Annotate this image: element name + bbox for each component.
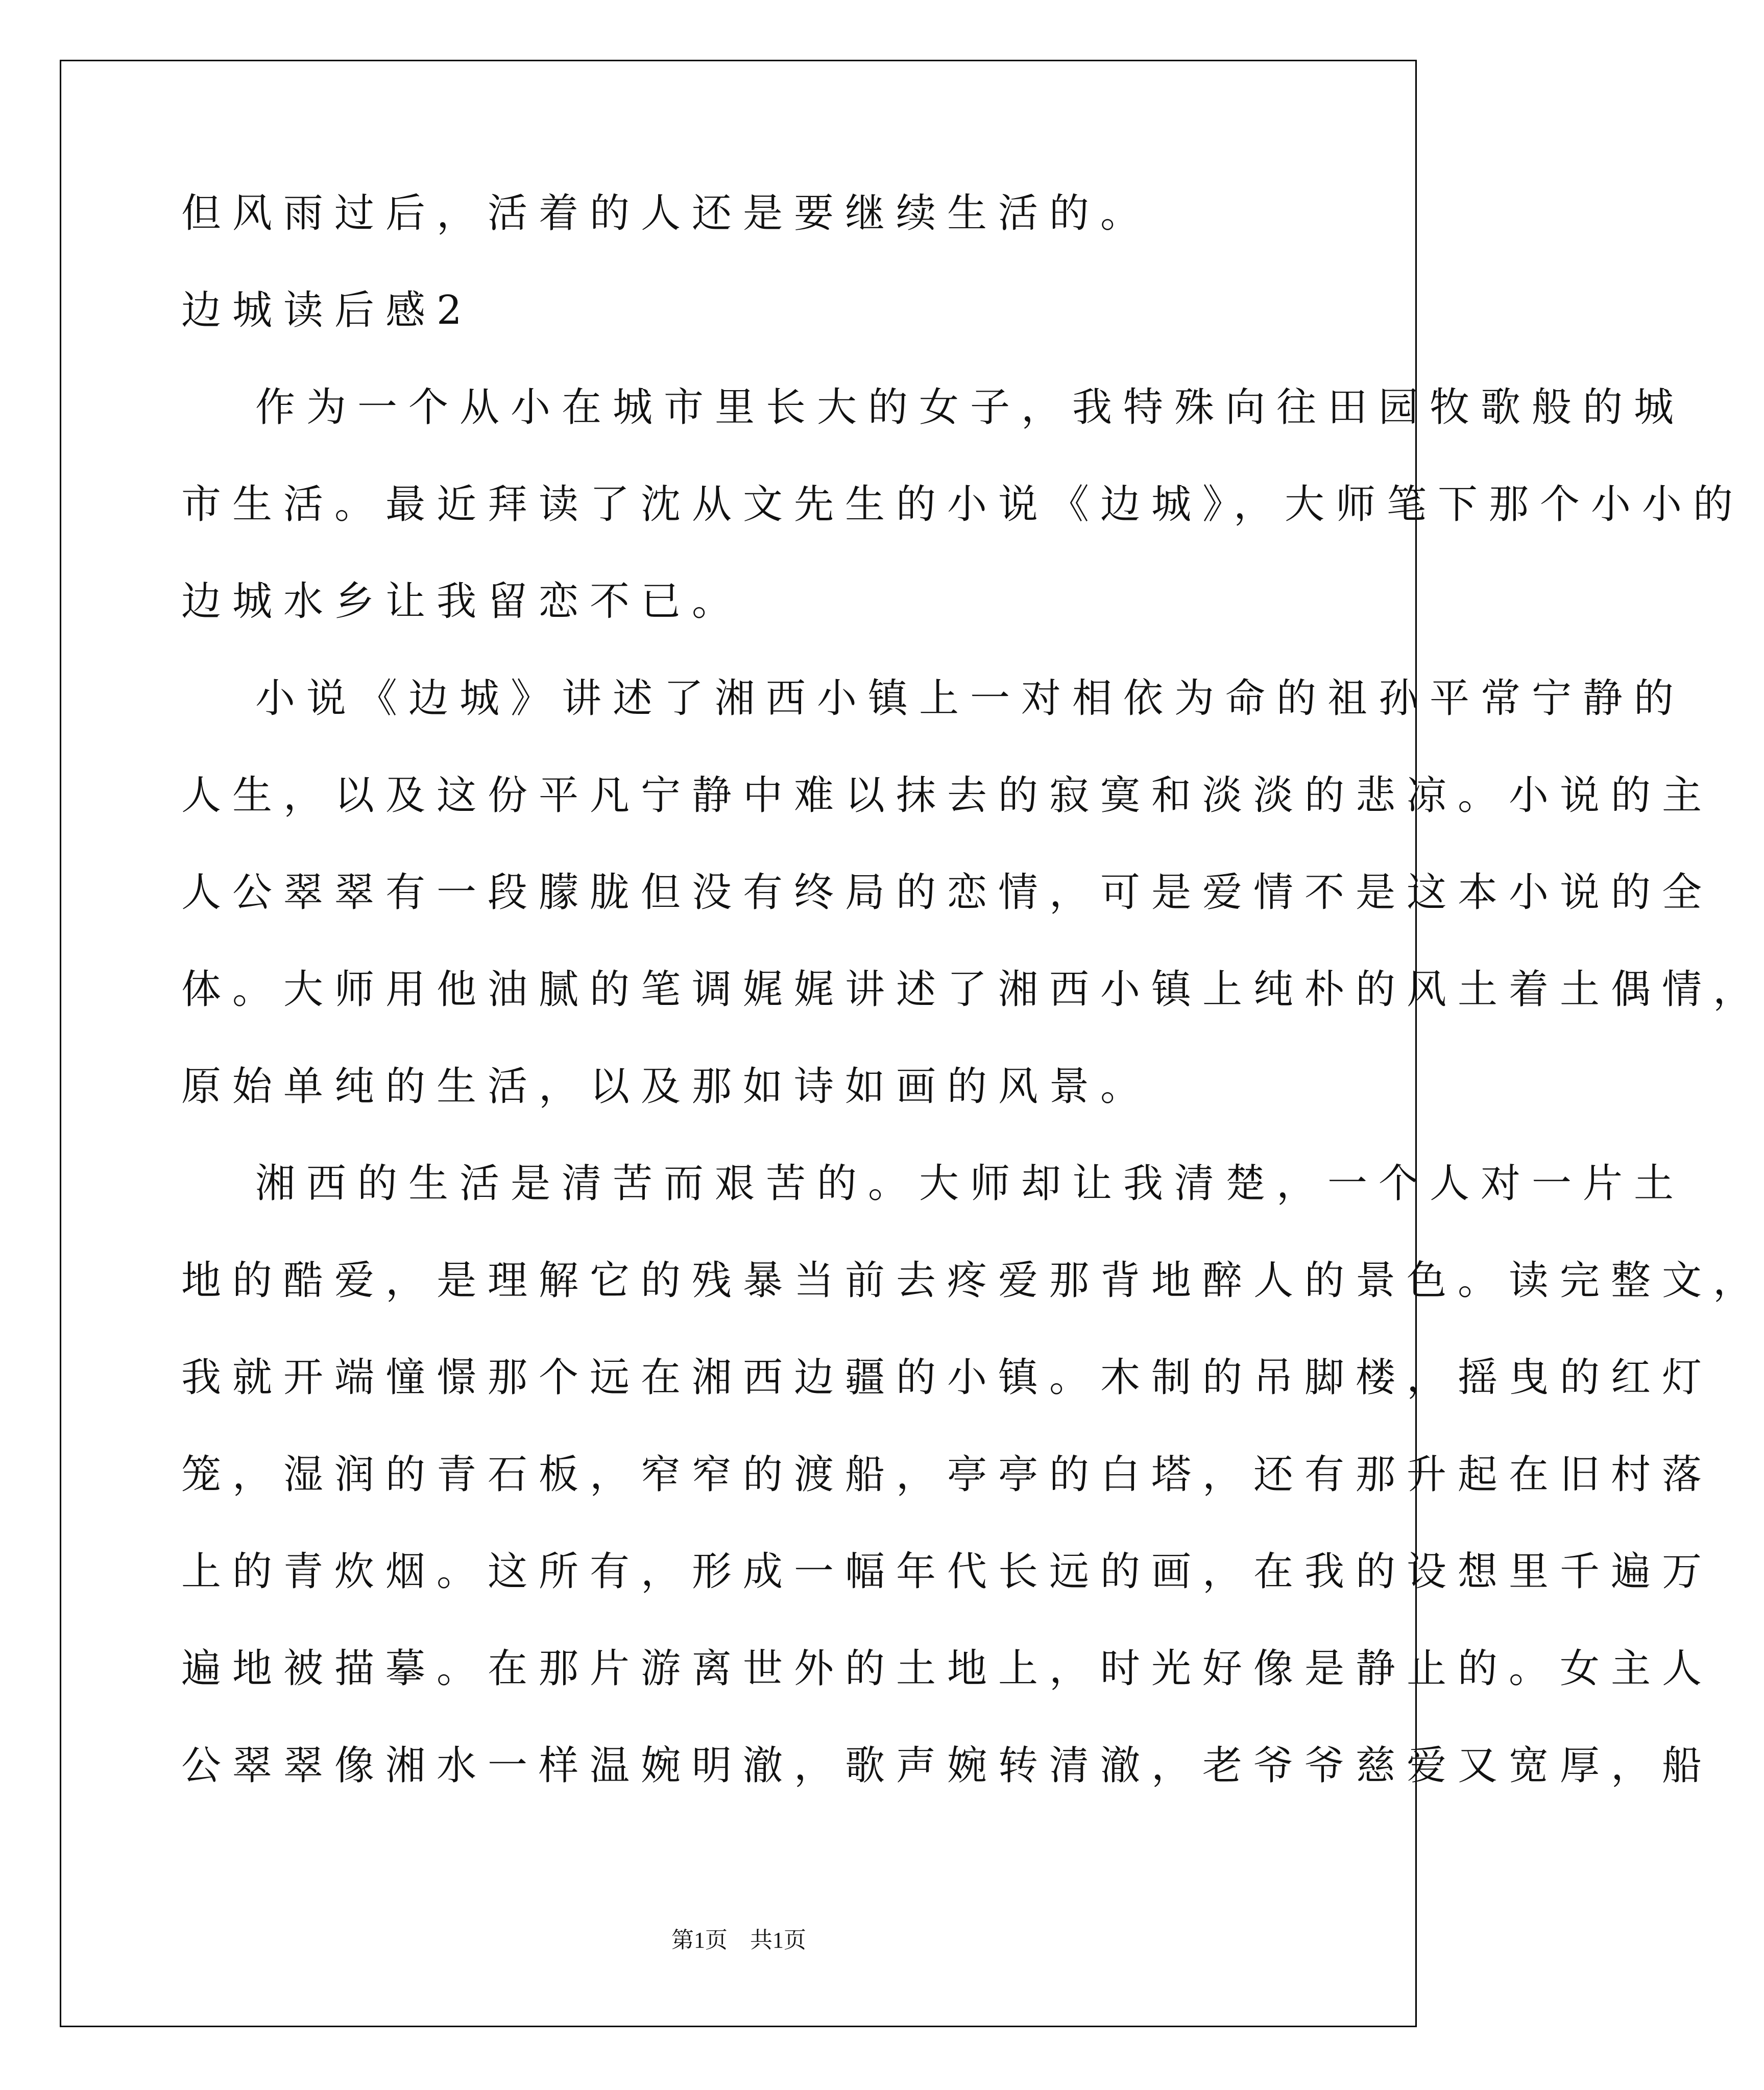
paragraph [181,650,1764,1135]
paragraph-line: 小说《边城》讲述了湘西小镇上一对相依为命的祖孙平常宁静的 [255,676,1685,722]
paragraph-line: 公翠翠像湘水一样温婉明澈，歌声婉转清澈，老爷爷慈爱又宽厚，船 [181,1743,1713,1789]
paragraph-line: 遍地被描摹。在那片游离世外的土地上，时光好像是静止的。女主人 [181,1646,1713,1692]
paragraph [181,1135,1764,1814]
paragraph-line: 我就开端憧憬那个远在湘西边疆的小镇。木制的吊脚楼，摇曳的红灯 [181,1355,1713,1401]
paragraph-line: 作为一个从小在城市里长大的女子，我特殊向往田园牧歌般的城 [255,385,1685,430]
paragraph [181,359,1745,650]
document-body [181,165,1764,1814]
carryover-line: 但风雨过后，活着的人还是要继续生活的。 [181,190,1152,236]
paragraph-line: 原始单纯的生活，以及那如诗如画的风景。 [181,1064,1152,1110]
paragraph-line: 笼，湿润的青石板，窄窄的渡船，亭亭的白塔，还有那升起在旧村落 [181,1452,1713,1498]
paragraph-line: 人公翠翠有一段朦胧但没有终局的恋情，可是爱情不是这本小说的全 [181,870,1713,916]
paragraph-line: 边城水乡让我留恋不已。 [181,579,743,624]
paragraph-line: 体。大师用他油腻的笔调娓娓讲述了湘西小镇上纯朴的风土着土偶情， [181,967,1764,1013]
paragraph-line: 湘西的生活是清苦而艰苦的。大师却让我清楚，一个人对一片土 [255,1161,1685,1207]
paragraph-line: 上的青炊烟。这所有，形成一幅年代长远的画，在我的设想里千遍万 [181,1549,1713,1595]
page-footer: 第1页 共1页 [671,1928,806,1953]
paragraph-line: 人生，以及这份平凡宁静中难以抹去的寂寞和淡淡的悲凉。小说的主 [181,773,1713,819]
section-heading: 边城读后感2 [181,287,473,333]
paragraph-line: 市生活。最近拜读了沈从文先生的小说《边城》，大师笔下那个小小的 [181,482,1745,527]
paragraph-line: 地的酷爱，是理解它的残暴当前去疼爱那背地醉人的景色。读完整文， [181,1258,1764,1304]
